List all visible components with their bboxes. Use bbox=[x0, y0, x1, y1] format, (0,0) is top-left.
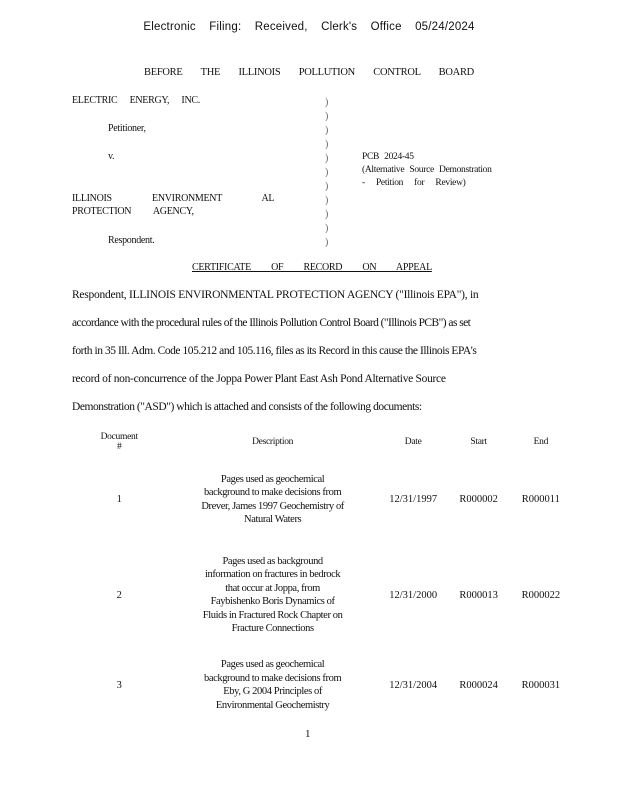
description-line: Natural Waters bbox=[244, 514, 302, 525]
cell-doc-number: 2 bbox=[116, 589, 122, 601]
column-header-document-line2: # bbox=[116, 442, 122, 452]
body-line: forth in 35 Ill. Adm. Code 105.212 and 105.116, files as its Record in this cause the Illinois EPA's bbox=[72, 345, 477, 357]
description-line: Faybishenko Boris Dynamics of bbox=[210, 596, 335, 607]
cell-doc-number: 3 bbox=[116, 679, 122, 691]
description-line: background to make decisions from bbox=[203, 487, 342, 498]
description-line: background to make decisions from bbox=[203, 672, 342, 684]
cell-end: R000022 bbox=[521, 589, 561, 601]
case-type-line1: (Alternative Source Demonstration bbox=[362, 165, 492, 175]
cell-date: 12/31/2004 bbox=[389, 679, 438, 691]
case-type-line2: - Petition for Review) bbox=[362, 178, 466, 188]
respondent-name-line1: ILLINOIS ENVIRONMENT AL bbox=[72, 193, 275, 204]
caption-paren: ) bbox=[325, 139, 329, 150]
certificate-title: CERTIFICATE OF RECORD ON APPEAL bbox=[192, 262, 432, 273]
column-header-date: Date bbox=[404, 437, 422, 447]
cell-end: R000031 bbox=[521, 679, 561, 691]
caption-paren: ) bbox=[325, 167, 329, 178]
board-title: BEFORE THE ILLINOIS POLLUTION CONTROL BOARD bbox=[144, 67, 474, 78]
cell-start: R000013 bbox=[459, 589, 498, 601]
cell-description bbox=[166, 647, 378, 723]
body-line: Respondent, ILLINOIS ENVIRONMENTAL PROTECTION AGENCY ("Illinois EPA"), in bbox=[72, 289, 479, 301]
column-header-document-line1: Document bbox=[100, 432, 138, 442]
body-line: accordance with the procedural rules of the Illinois Pollution Control Board ("Illinois PCB") as set bbox=[72, 317, 471, 329]
cell-date: 12/31/2000 bbox=[389, 589, 438, 601]
cell-date: 12/31/1997 bbox=[389, 494, 438, 505]
description-line: Fluids in Fractured Rock Chapter on bbox=[202, 609, 343, 621]
description-line: Drever, James 1997 Geochemistry of bbox=[201, 500, 344, 512]
table-row bbox=[72, 456, 572, 543]
caption-paren: ) bbox=[325, 125, 329, 136]
caption-paren: ) bbox=[325, 111, 329, 122]
column-header-description: Description bbox=[252, 437, 294, 447]
cell-start: R000024 bbox=[459, 679, 498, 691]
cell-description bbox=[166, 456, 378, 543]
caption-paren: ) bbox=[325, 97, 329, 108]
caption-paren: ) bbox=[325, 223, 329, 234]
petitioner-name: ELECTRIC ENERGY, INC. bbox=[72, 95, 200, 106]
cell-start: R000002 bbox=[459, 494, 498, 505]
description-line: Eby, G 2004 Principles of bbox=[223, 686, 322, 697]
column-header-end: End bbox=[533, 437, 549, 447]
cell-doc-number: 1 bbox=[116, 494, 122, 505]
description-line: Fracture Connections bbox=[231, 623, 314, 634]
filing-stamp-header: Electronic Filing: Received, Clerk's Office 05/24/2024 bbox=[143, 21, 475, 33]
description-line: that occur at Joppa, from bbox=[225, 582, 320, 594]
petitioner-label: Petitioner, bbox=[108, 123, 146, 134]
respondent-name-line2: PROTECTION AGENCY, bbox=[72, 206, 194, 217]
caption-paren: ) bbox=[325, 209, 329, 220]
caption-paren: ) bbox=[325, 153, 329, 164]
caption-paren: ) bbox=[325, 237, 329, 248]
description-line: Pages used as geochemical bbox=[220, 659, 325, 670]
caption-paren: ) bbox=[325, 195, 329, 206]
cell-end: R000011 bbox=[521, 494, 560, 505]
versus-label: v. bbox=[108, 151, 115, 162]
table-header-row bbox=[72, 428, 572, 456]
page-number: 1 bbox=[305, 728, 311, 740]
body-line: Demonstration ("ASD") which is attached and consists of the following documents: bbox=[72, 401, 422, 413]
table-row bbox=[72, 543, 572, 647]
description-line: Pages used as background bbox=[222, 555, 323, 567]
cell-description bbox=[166, 543, 378, 647]
column-header-start: Start bbox=[470, 437, 487, 447]
documents-table bbox=[72, 428, 572, 723]
description-line: information on fractures in bedrock bbox=[204, 569, 341, 580]
body-line: record of non-concurrence of the Joppa Power Plant East Ash Pond Alternative Source bbox=[72, 373, 446, 385]
caption-paren: ) bbox=[325, 181, 329, 192]
case-number: PCB 2024-45 bbox=[362, 152, 414, 162]
description-line: Environmental Geochemistry bbox=[215, 699, 330, 711]
respondent-label: Respondent. bbox=[108, 235, 155, 246]
table-row bbox=[72, 647, 572, 723]
description-line: Pages used as geochemical bbox=[220, 473, 325, 485]
column-header-document bbox=[72, 428, 166, 456]
